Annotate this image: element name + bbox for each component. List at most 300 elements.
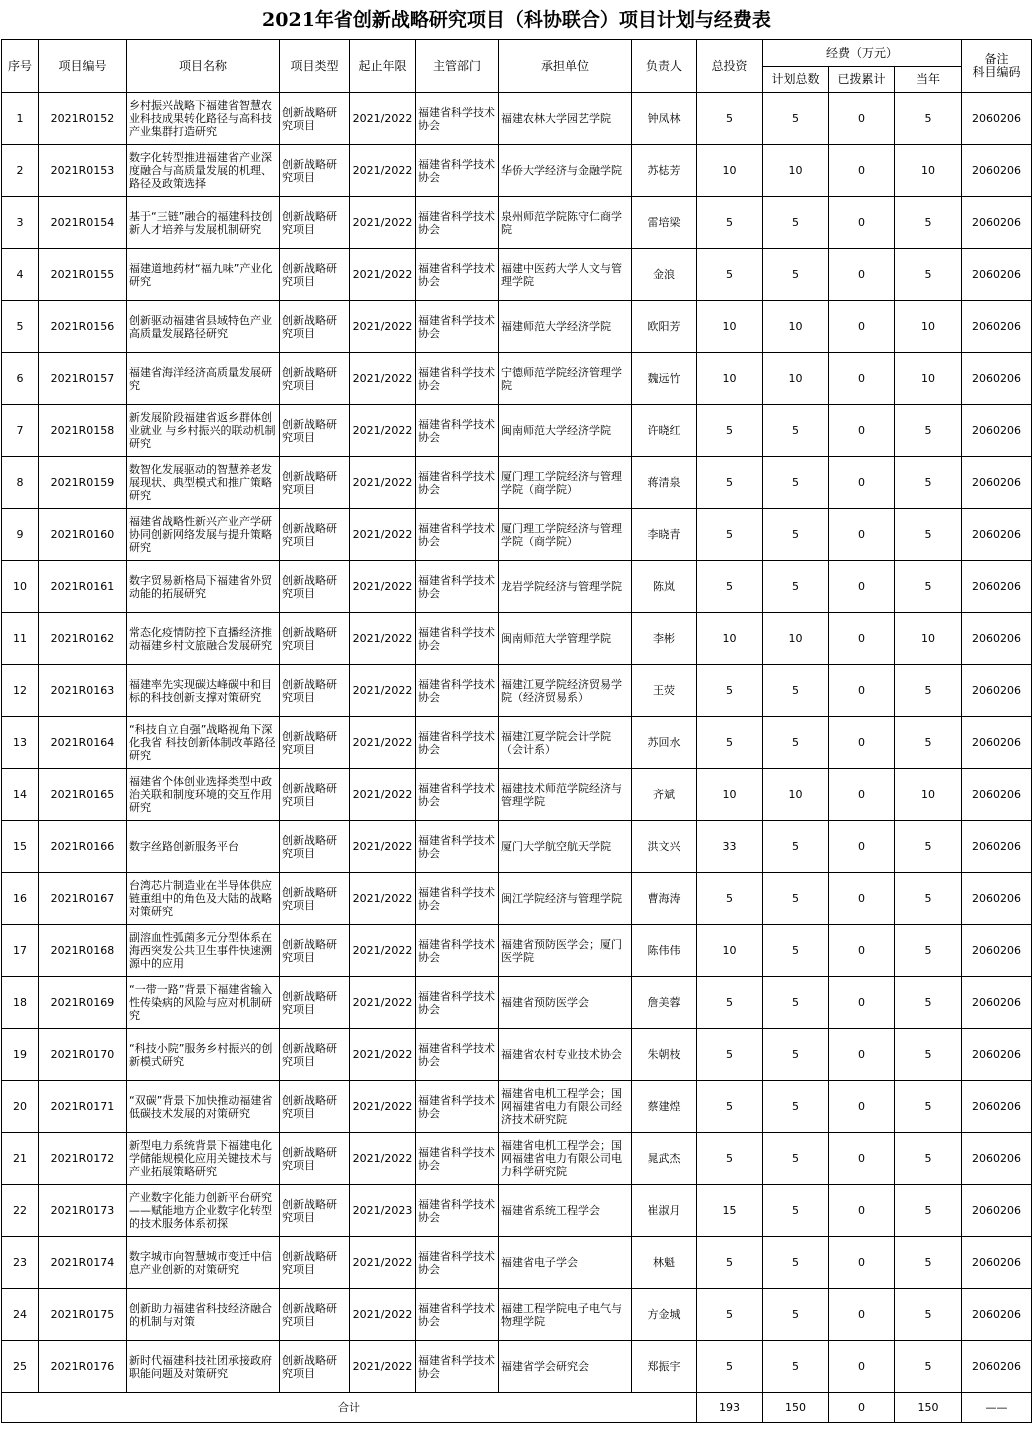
- cell-unit: 福建工程学院电子电气与物理学院: [499, 1289, 632, 1341]
- cell-code: 2021R0162: [39, 613, 127, 665]
- cell-code: 2021R0165: [39, 769, 127, 821]
- cell-period: 2021/2022: [350, 301, 416, 353]
- cell-seq: 14: [2, 769, 39, 821]
- cell-leader: 雷培梁: [632, 197, 697, 249]
- cell-type: 创新战略研究项目: [280, 405, 350, 457]
- cell-leader: 蔡建煌: [632, 1081, 697, 1133]
- cell-total-invest: 10: [697, 301, 763, 353]
- cell-plan-total: 5: [763, 1133, 829, 1185]
- cell-remark: 2060206: [962, 613, 1032, 665]
- cell-code: 2021R0172: [39, 1133, 127, 1185]
- cell-name: “双碳”背景下加快推动福建省低碳技术发展的对策研究: [127, 1081, 280, 1133]
- cell-name: 台湾芯片制造业在半导体供应链重组中的角色及大陆的战略对策研究: [127, 873, 280, 925]
- cell-seq: 23: [2, 1237, 39, 1289]
- cell-leader: 陈伟伟: [632, 925, 697, 977]
- cell-seq: 7: [2, 405, 39, 457]
- header-funds: 经费（万元）: [763, 40, 962, 67]
- cell-name: “科技小院”服务乡村振兴的创新模式研究: [127, 1029, 280, 1081]
- cell-code: 2021R0167: [39, 873, 127, 925]
- table-row: [2, 977, 1032, 1029]
- cell-allocated: 0: [829, 925, 895, 977]
- cell-code: 2021R0168: [39, 925, 127, 977]
- cell-name: 基于“三链”融合的福建科技创新人才培养与发展机制研究: [127, 197, 280, 249]
- cell-code: 2021R0176: [39, 1341, 127, 1393]
- cell-unit: 福建江夏学院会计学院（会计系）: [499, 717, 632, 769]
- cell-dept: 福建省科学技术协会: [416, 665, 499, 717]
- cell-total-invest: 33: [697, 821, 763, 873]
- cell-remark: 2060206: [962, 353, 1032, 405]
- cell-dept: 福建省科学技术协会: [416, 93, 499, 145]
- cell-name: 创新驱动福建省县域特色产业高质量发展路径研究: [127, 301, 280, 353]
- table-row: [2, 249, 1032, 301]
- header-unit: 承担单位: [499, 40, 632, 93]
- cell-type: 创新战略研究项目: [280, 613, 350, 665]
- cell-period: 2021/2022: [350, 561, 416, 613]
- cell-seq: 19: [2, 1029, 39, 1081]
- cell-seq: 8: [2, 457, 39, 509]
- cell-current-year: 5: [895, 1289, 962, 1341]
- table-row: [2, 509, 1032, 561]
- cell-name: 数字贸易新格局下福建省外贸动能的拓展研究: [127, 561, 280, 613]
- cell-leader: 齐斌: [632, 769, 697, 821]
- cell-allocated: 0: [829, 717, 895, 769]
- cell-remark: 2060206: [962, 301, 1032, 353]
- cell-allocated: 0: [829, 1289, 895, 1341]
- cell-total-invest: 5: [697, 1133, 763, 1185]
- cell-code: 2021R0173: [39, 1185, 127, 1237]
- cell-remark: 2060206: [962, 1185, 1032, 1237]
- cell-allocated: 0: [829, 353, 895, 405]
- cell-current-year: 5: [895, 1133, 962, 1185]
- cell-period: 2021/2022: [350, 1341, 416, 1393]
- cell-type: 创新战略研究项目: [280, 509, 350, 561]
- cell-type: 创新战略研究项目: [280, 353, 350, 405]
- cell-type: 创新战略研究项目: [280, 977, 350, 1029]
- cell-remark: 2060206: [962, 769, 1032, 821]
- header-name: 项目名称: [127, 40, 280, 93]
- cell-code: 2021R0152: [39, 93, 127, 145]
- cell-allocated: 0: [829, 1185, 895, 1237]
- total-row: [2, 1393, 1032, 1423]
- cell-total-invest: 10: [697, 353, 763, 405]
- cell-total-invest: 10: [697, 613, 763, 665]
- cell-code: 2021R0164: [39, 717, 127, 769]
- table-row: [2, 821, 1032, 873]
- cell-type: 创新战略研究项目: [280, 769, 350, 821]
- cell-dept: 福建省科学技术协会: [416, 353, 499, 405]
- cell-plan-total: 5: [763, 977, 829, 1029]
- cell-type: 创新战略研究项目: [280, 925, 350, 977]
- cell-unit: 福建中医药大学人文与管理学院: [499, 249, 632, 301]
- cell-type: 创新战略研究项目: [280, 1081, 350, 1133]
- cell-remark: 2060206: [962, 1341, 1032, 1393]
- cell-total-invest: 5: [697, 873, 763, 925]
- cell-dept: 福建省科学技术协会: [416, 873, 499, 925]
- cell-remark: 2060206: [962, 665, 1032, 717]
- cell-period: 2021/2022: [350, 665, 416, 717]
- cell-seq: 5: [2, 301, 39, 353]
- cell-code: 2021R0157: [39, 353, 127, 405]
- cell-plan-total: 5: [763, 197, 829, 249]
- table-row: [2, 925, 1032, 977]
- table-row: [2, 405, 1032, 457]
- cell-total-invest: 10: [697, 145, 763, 197]
- cell-dept: 福建省科学技术协会: [416, 509, 499, 561]
- total-remark: ——: [962, 1393, 1032, 1423]
- table-row: [2, 145, 1032, 197]
- cell-leader: 林魁: [632, 1237, 697, 1289]
- cell-remark: 2060206: [962, 1133, 1032, 1185]
- cell-type: 创新战略研究项目: [280, 561, 350, 613]
- cell-seq: 17: [2, 925, 39, 977]
- table-row: [2, 1341, 1032, 1393]
- cell-plan-total: 5: [763, 1341, 829, 1393]
- cell-unit: 福建省农村专业技术协会: [499, 1029, 632, 1081]
- cell-leader: 陈岚: [632, 561, 697, 613]
- cell-name: 新时代福建科技社团承接政府职能问题及对策研究: [127, 1341, 280, 1393]
- cell-dept: 福建省科学技术协会: [416, 1341, 499, 1393]
- cell-current-year: 5: [895, 405, 962, 457]
- cell-remark: 2060206: [962, 1237, 1032, 1289]
- cell-code: 2021R0161: [39, 561, 127, 613]
- cell-type: 创新战略研究项目: [280, 249, 350, 301]
- cell-current-year: 5: [895, 821, 962, 873]
- cell-allocated: 0: [829, 977, 895, 1029]
- cell-type: 创新战略研究项目: [280, 873, 350, 925]
- cell-name: 新型电力系统背景下福建电化学储能规模化应用关键技术与产业拓展策略研究: [127, 1133, 280, 1185]
- cell-leader: 曹海涛: [632, 873, 697, 925]
- cell-dept: 福建省科学技术协会: [416, 301, 499, 353]
- cell-total-invest: 5: [697, 457, 763, 509]
- cell-plan-total: 5: [763, 821, 829, 873]
- cell-dept: 福建省科学技术协会: [416, 1081, 499, 1133]
- cell-leader: 朱朝枝: [632, 1029, 697, 1081]
- cell-remark: 2060206: [962, 873, 1032, 925]
- cell-current-year: 5: [895, 717, 962, 769]
- cell-seq: 9: [2, 509, 39, 561]
- cell-current-year: 5: [895, 1237, 962, 1289]
- cell-current-year: 5: [895, 1081, 962, 1133]
- cell-dept: 福建省科学技术协会: [416, 405, 499, 457]
- cell-remark: 2060206: [962, 717, 1032, 769]
- total-plan-sum: 150: [763, 1393, 829, 1423]
- cell-period: 2021/2023: [350, 1185, 416, 1237]
- cell-period: 2021/2022: [350, 1081, 416, 1133]
- cell-dept: 福建省科学技术协会: [416, 1185, 499, 1237]
- cell-leader: 蒋清泉: [632, 457, 697, 509]
- cell-unit: 厦门大学航空航天学院: [499, 821, 632, 873]
- cell-plan-total: 10: [763, 769, 829, 821]
- cell-remark: 2060206: [962, 821, 1032, 873]
- cell-type: 创新战略研究项目: [280, 1289, 350, 1341]
- table-row: [2, 1185, 1032, 1237]
- cell-leader: 李晓青: [632, 509, 697, 561]
- cell-period: 2021/2022: [350, 353, 416, 405]
- cell-plan-total: 5: [763, 509, 829, 561]
- cell-dept: 福建省科学技术协会: [416, 1133, 499, 1185]
- cell-remark: 2060206: [962, 93, 1032, 145]
- cell-code: 2021R0169: [39, 977, 127, 1029]
- cell-plan-total: 5: [763, 1081, 829, 1133]
- cell-allocated: 0: [829, 93, 895, 145]
- cell-total-invest: 5: [697, 1081, 763, 1133]
- cell-period: 2021/2022: [350, 1289, 416, 1341]
- cell-total-invest: 5: [697, 405, 763, 457]
- cell-total-invest: 5: [697, 665, 763, 717]
- cell-period: 2021/2022: [350, 717, 416, 769]
- cell-total-invest: 5: [697, 249, 763, 301]
- total-year-sum: 150: [895, 1393, 962, 1423]
- cell-dept: 福建省科学技术协会: [416, 249, 499, 301]
- cell-current-year: 10: [895, 613, 962, 665]
- table-row: [2, 665, 1032, 717]
- cell-total-invest: 5: [697, 1289, 763, 1341]
- cell-unit: 福建师范大学经济学院: [499, 301, 632, 353]
- cell-unit: 福建江夏学院经济贸易学院（经济贸易系）: [499, 665, 632, 717]
- cell-code: 2021R0154: [39, 197, 127, 249]
- cell-leader: 王荧: [632, 665, 697, 717]
- cell-current-year: 5: [895, 509, 962, 561]
- cell-name: 福建省海洋经济高质量发展研究: [127, 353, 280, 405]
- table-row: [2, 561, 1032, 613]
- header-current-year: 当年: [895, 67, 962, 93]
- cell-code: 2021R0170: [39, 1029, 127, 1081]
- cell-name: 产业数字化能力创新平台研究——赋能地方企业数字化转型的技术服务体系初探: [127, 1185, 280, 1237]
- cell-type: 创新战略研究项目: [280, 145, 350, 197]
- cell-unit: 福建省电机工程学会；国网福建省电力有限公司经济技术研究院: [499, 1081, 632, 1133]
- header-period: 起止年限: [350, 40, 416, 93]
- table-row: [2, 717, 1032, 769]
- cell-remark: 2060206: [962, 457, 1032, 509]
- cell-plan-total: 5: [763, 457, 829, 509]
- cell-seq: 13: [2, 717, 39, 769]
- cell-name: “一带一路”背景下福建省输入性传染病的风险与应对机制研究: [127, 977, 280, 1029]
- cell-unit: 福建省预防医学会: [499, 977, 632, 1029]
- cell-allocated: 0: [829, 249, 895, 301]
- cell-name: 福建省个体创业选择类型中政治关联和制度环境的交互作用研究: [127, 769, 280, 821]
- cell-seq: 3: [2, 197, 39, 249]
- cell-seq: 18: [2, 977, 39, 1029]
- cell-period: 2021/2022: [350, 1133, 416, 1185]
- cell-unit: 福建省电子学会: [499, 1237, 632, 1289]
- cell-seq: 6: [2, 353, 39, 405]
- cell-seq: 15: [2, 821, 39, 873]
- cell-period: 2021/2022: [350, 509, 416, 561]
- cell-current-year: 5: [895, 1341, 962, 1393]
- header-allocated: 已拨累计: [829, 67, 895, 93]
- cell-period: 2021/2022: [350, 145, 416, 197]
- cell-allocated: 0: [829, 769, 895, 821]
- cell-current-year: 5: [895, 249, 962, 301]
- cell-unit: 福建省系统工程学会: [499, 1185, 632, 1237]
- cell-unit: 闽南师范大学经济学院: [499, 405, 632, 457]
- cell-plan-total: 5: [763, 1029, 829, 1081]
- cell-leader: 方金城: [632, 1289, 697, 1341]
- header-total-invest: 总投资: [697, 40, 763, 93]
- cell-code: 2021R0163: [39, 665, 127, 717]
- cell-remark: 2060206: [962, 1029, 1032, 1081]
- cell-plan-total: 5: [763, 93, 829, 145]
- cell-code: 2021R0171: [39, 1081, 127, 1133]
- cell-plan-total: 10: [763, 613, 829, 665]
- cell-code: 2021R0160: [39, 509, 127, 561]
- cell-plan-total: 5: [763, 1185, 829, 1237]
- cell-remark: 2060206: [962, 145, 1032, 197]
- cell-seq: 10: [2, 561, 39, 613]
- cell-unit: 福建省电机工程学会；国网福建省电力有限公司电力科学研究院: [499, 1133, 632, 1185]
- cell-type: 创新战略研究项目: [280, 1341, 350, 1393]
- cell-name: 创新助力福建省科技经济融合的机制与对策: [127, 1289, 280, 1341]
- cell-allocated: 0: [829, 873, 895, 925]
- header-type: 项目类型: [280, 40, 350, 93]
- cell-unit: 闽南师范大学管理学院: [499, 613, 632, 665]
- cell-unit: 福建省学会研究会: [499, 1341, 632, 1393]
- cell-total-invest: 5: [697, 1237, 763, 1289]
- cell-type: 创新战略研究项目: [280, 1133, 350, 1185]
- cell-current-year: 5: [895, 457, 962, 509]
- cell-period: 2021/2022: [350, 821, 416, 873]
- cell-total-invest: 5: [697, 561, 763, 613]
- cell-name: 副溶血性弧菌多元分型体系在海西突发公共卫生事件快速溯源中的应用: [127, 925, 280, 977]
- cell-current-year: 5: [895, 665, 962, 717]
- cell-dept: 福建省科学技术协会: [416, 457, 499, 509]
- cell-current-year: 5: [895, 561, 962, 613]
- cell-remark: 2060206: [962, 1289, 1032, 1341]
- table-row: [2, 1289, 1032, 1341]
- cell-remark: 2060206: [962, 925, 1032, 977]
- cell-allocated: 0: [829, 1081, 895, 1133]
- cell-leader: 金浪: [632, 249, 697, 301]
- cell-allocated: 0: [829, 1133, 895, 1185]
- cell-name: 数字城市向智慧城市变迁中信息产业创新的对策研究: [127, 1237, 280, 1289]
- cell-period: 2021/2022: [350, 1029, 416, 1081]
- cell-total-invest: 5: [697, 977, 763, 1029]
- cell-plan-total: 5: [763, 249, 829, 301]
- cell-current-year: 5: [895, 197, 962, 249]
- cell-code: 2021R0156: [39, 301, 127, 353]
- cell-total-invest: 5: [697, 197, 763, 249]
- cell-allocated: 0: [829, 613, 895, 665]
- cell-current-year: 5: [895, 977, 962, 1029]
- cell-remark: 2060206: [962, 509, 1032, 561]
- cell-remark: 2060206: [962, 977, 1032, 1029]
- cell-current-year: 5: [895, 93, 962, 145]
- cell-dept: 福建省科学技术协会: [416, 717, 499, 769]
- cell-period: 2021/2022: [350, 405, 416, 457]
- cell-leader: 郑振宇: [632, 1341, 697, 1393]
- cell-remark: 2060206: [962, 197, 1032, 249]
- cell-seq: 11: [2, 613, 39, 665]
- cell-period: 2021/2022: [350, 457, 416, 509]
- cell-dept: 福建省科学技术协会: [416, 977, 499, 1029]
- table-row: [2, 353, 1032, 405]
- cell-dept: 福建省科学技术协会: [416, 1029, 499, 1081]
- cell-plan-total: 10: [763, 301, 829, 353]
- cell-type: 创新战略研究项目: [280, 457, 350, 509]
- cell-total-invest: 5: [697, 1029, 763, 1081]
- cell-total-invest: 5: [697, 1341, 763, 1393]
- cell-dept: 福建省科学技术协会: [416, 613, 499, 665]
- cell-leader: 李彬: [632, 613, 697, 665]
- cell-current-year: 5: [895, 873, 962, 925]
- cell-type: 创新战略研究项目: [280, 197, 350, 249]
- cell-type: 创新战略研究项目: [280, 1237, 350, 1289]
- cell-plan-total: 5: [763, 717, 829, 769]
- cell-total-invest: 5: [697, 93, 763, 145]
- cell-leader: 崔淑月: [632, 1185, 697, 1237]
- cell-seq: 24: [2, 1289, 39, 1341]
- cell-unit: 福建农林大学园艺学院: [499, 93, 632, 145]
- cell-total-invest: 5: [697, 717, 763, 769]
- cell-dept: 福建省科学技术协会: [416, 821, 499, 873]
- cell-leader: 钟凤林: [632, 93, 697, 145]
- cell-seq: 22: [2, 1185, 39, 1237]
- cell-code: 2021R0155: [39, 249, 127, 301]
- cell-code: 2021R0158: [39, 405, 127, 457]
- cell-plan-total: 5: [763, 561, 829, 613]
- cell-allocated: 0: [829, 821, 895, 873]
- cell-type: 创新战略研究项目: [280, 301, 350, 353]
- cell-unit: 闽江学院经济与管理学院: [499, 873, 632, 925]
- cell-dept: 福建省科学技术协会: [416, 145, 499, 197]
- cell-code: 2021R0175: [39, 1289, 127, 1341]
- cell-name: 福建道地药材“福九味”产业化研究: [127, 249, 280, 301]
- cell-type: 创新战略研究项目: [280, 665, 350, 717]
- cell-current-year: 5: [895, 1185, 962, 1237]
- cell-dept: 福建省科学技术协会: [416, 1237, 499, 1289]
- cell-allocated: 0: [829, 457, 895, 509]
- table-row: [2, 457, 1032, 509]
- cell-allocated: 0: [829, 1029, 895, 1081]
- cell-period: 2021/2022: [350, 1237, 416, 1289]
- cell-period: 2021/2022: [350, 769, 416, 821]
- header-leader: 负责人: [632, 40, 697, 93]
- cell-unit: 宁德师范学院经济管理学院: [499, 353, 632, 405]
- cell-code: 2021R0174: [39, 1237, 127, 1289]
- cell-seq: 1: [2, 93, 39, 145]
- cell-unit: 福建技术师范学院经济与管理学院: [499, 769, 632, 821]
- cell-type: 创新战略研究项目: [280, 93, 350, 145]
- cell-code: 2021R0166: [39, 821, 127, 873]
- cell-seq: 2: [2, 145, 39, 197]
- cell-current-year: 10: [895, 769, 962, 821]
- cell-allocated: 0: [829, 405, 895, 457]
- cell-leader: 欧阳芳: [632, 301, 697, 353]
- page-title: 2021年省创新战略研究项目（科协联合）项目计划与经费表: [262, 9, 771, 31]
- cell-plan-total: 10: [763, 353, 829, 405]
- cell-seq: 21: [2, 1133, 39, 1185]
- cell-unit: 华侨大学经济与金融学院: [499, 145, 632, 197]
- cell-plan-total: 5: [763, 665, 829, 717]
- cell-plan-total: 5: [763, 1237, 829, 1289]
- cell-allocated: 0: [829, 1237, 895, 1289]
- table-row: [2, 197, 1032, 249]
- cell-period: 2021/2022: [350, 925, 416, 977]
- cell-allocated: 0: [829, 145, 895, 197]
- cell-allocated: 0: [829, 1341, 895, 1393]
- cell-remark: 2060206: [962, 561, 1032, 613]
- cell-leader: 晁武杰: [632, 1133, 697, 1185]
- header-seq: 序号: [2, 40, 39, 93]
- cell-name: 新发展阶段福建省返乡群体创业就业 与乡村振兴的联动机制研究: [127, 405, 280, 457]
- cell-period: 2021/2022: [350, 977, 416, 1029]
- cell-allocated: 0: [829, 665, 895, 717]
- table-row: [2, 613, 1032, 665]
- header-plan-total: 计划总数: [763, 67, 829, 93]
- total-label: 合计: [2, 1393, 697, 1423]
- header-row: [2, 40, 1032, 67]
- table-row: [2, 1133, 1032, 1185]
